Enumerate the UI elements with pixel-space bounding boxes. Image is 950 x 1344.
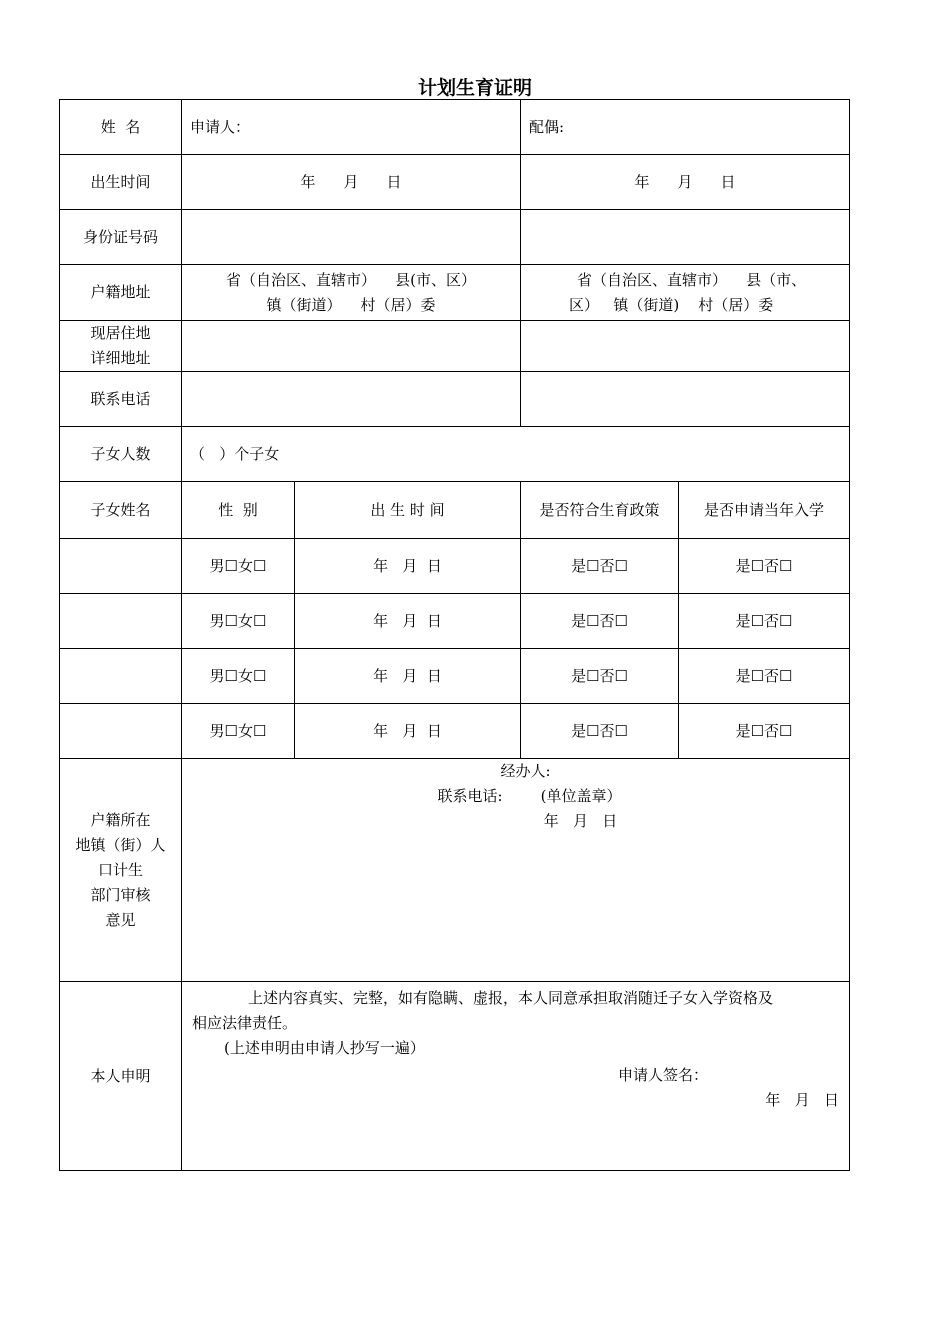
declaration-field[interactable] bbox=[182, 982, 850, 1171]
spouse-name-field[interactable] bbox=[521, 100, 850, 155]
declaration-row bbox=[60, 982, 850, 1171]
child-birth-cell[interactable]: 年 月 日 bbox=[295, 539, 521, 594]
applicant-name-field[interactable] bbox=[182, 100, 521, 155]
name-label: 姓 名 bbox=[60, 100, 182, 155]
id-label: 身份证号码 bbox=[60, 210, 182, 265]
table-row bbox=[60, 539, 850, 594]
child-birth-header: 出 生 时 间 bbox=[295, 482, 521, 539]
birth-row bbox=[60, 155, 850, 210]
spouse-household-line2: 区） 镇（街道) 村（居）委 bbox=[569, 295, 774, 314]
child-birth-cell[interactable]: 年 月 日 bbox=[295, 704, 521, 759]
applicant-household-line1: 省（自治区、直辖市） 县(市、区） bbox=[226, 270, 476, 289]
children-count-label: 子女人数 bbox=[60, 427, 182, 482]
applicant-label: 申请人： bbox=[190, 117, 251, 136]
spouse-birth-year: 年 bbox=[634, 172, 650, 191]
child-policy-header: 是否符合生育政策 bbox=[521, 482, 679, 539]
children-header-row bbox=[60, 482, 850, 539]
spouse-birth-day: 日 bbox=[720, 172, 736, 191]
children-count-field[interactable] bbox=[182, 427, 850, 482]
table-row bbox=[60, 704, 850, 759]
child-gender-checkboxes[interactable]: 男☐女☐ bbox=[182, 649, 295, 704]
review-field[interactable] bbox=[182, 759, 850, 982]
residence-label-line1: 现居住地 bbox=[90, 324, 151, 342]
child-birth-cell[interactable]: 年 月 日 bbox=[295, 594, 521, 649]
child-gender-checkboxes[interactable]: 男☐女☐ bbox=[182, 704, 295, 759]
applicant-birth-year: 年 bbox=[300, 172, 316, 191]
child-policy-checkboxes[interactable]: 是☐否☐ bbox=[521, 539, 679, 594]
declaration-date: 年 月 日 bbox=[765, 1091, 840, 1109]
child-birth-cell[interactable]: 年 月 日 bbox=[295, 649, 521, 704]
child-name-cell[interactable] bbox=[60, 539, 182, 594]
table-row bbox=[60, 649, 850, 704]
child-name-cell[interactable] bbox=[60, 649, 182, 704]
review-row bbox=[60, 759, 850, 982]
residence-row bbox=[60, 321, 850, 372]
applicant-residence-field[interactable] bbox=[182, 321, 521, 372]
review-label-line: 户籍所在 bbox=[90, 810, 151, 829]
residence-label-line2: 详细地址 bbox=[90, 349, 151, 367]
declaration-text-line2: 相应法律责任。 bbox=[192, 1014, 298, 1032]
child-name-cell[interactable] bbox=[60, 704, 182, 759]
declaration-text-line1: 上述内容真实、完整，如有隐瞒、虚报，本人同意承担取消随迁子女入学资格及 bbox=[248, 989, 774, 1007]
children-count-row bbox=[60, 427, 850, 482]
child-gender-checkboxes[interactable]: 男☐女☐ bbox=[182, 539, 295, 594]
spouse-birth-field[interactable] bbox=[521, 155, 850, 210]
table-row bbox=[60, 594, 850, 649]
phone-row bbox=[60, 372, 850, 427]
child-school-checkboxes[interactable]: 是☐否☐ bbox=[679, 594, 850, 649]
name-row bbox=[60, 100, 850, 155]
spouse-household-field[interactable] bbox=[521, 265, 850, 321]
review-phone: 联系电话: (单位盖章） bbox=[437, 787, 622, 805]
child-school-header: 是否申请当年入学 bbox=[679, 482, 850, 539]
certificate-form bbox=[59, 99, 850, 1171]
review-label-line: 口计生 bbox=[97, 860, 143, 879]
residence-label bbox=[60, 321, 182, 372]
child-school-checkboxes[interactable]: 是☐否☐ bbox=[679, 649, 850, 704]
id-row bbox=[60, 210, 850, 265]
spouse-phone-field[interactable] bbox=[521, 372, 850, 427]
applicant-id-field[interactable] bbox=[182, 210, 521, 265]
applicant-birth-day: 日 bbox=[386, 172, 402, 191]
applicant-birth-field[interactable] bbox=[182, 155, 521, 210]
spouse-birth-month: 月 bbox=[677, 172, 693, 191]
applicant-household-field[interactable] bbox=[182, 265, 521, 321]
applicant-phone-field[interactable] bbox=[182, 372, 521, 427]
child-name-cell[interactable] bbox=[60, 594, 182, 649]
spouse-id-field[interactable] bbox=[521, 210, 850, 265]
review-date: 年 月 日 bbox=[543, 812, 618, 830]
spouse-label: 配偶: bbox=[529, 117, 565, 136]
form-title: 计划生育证明 bbox=[417, 77, 532, 99]
birth-label: 出生时间 bbox=[60, 155, 182, 210]
household-label: 户籍地址 bbox=[60, 265, 182, 321]
review-label bbox=[60, 759, 182, 982]
review-handler: 经办人: bbox=[500, 762, 551, 780]
child-policy-checkboxes[interactable]: 是☐否☐ bbox=[521, 649, 679, 704]
children-count-value: （ ）个子女 bbox=[190, 444, 280, 463]
spouse-residence-field[interactable] bbox=[521, 321, 850, 372]
signature-label: 申请人签名： bbox=[618, 1066, 709, 1084]
review-label-line: 部门审核 bbox=[90, 885, 151, 904]
review-label-line: 地镇（街）人 bbox=[75, 835, 166, 854]
child-school-checkboxes[interactable]: 是☐否☐ bbox=[679, 539, 850, 594]
applicant-household-line2: 镇（街道） 村（居）委 bbox=[266, 295, 436, 314]
applicant-birth-month: 月 bbox=[343, 172, 359, 191]
declaration-note: (上述申明由申请人抄写一遍） bbox=[224, 1039, 425, 1057]
child-gender-checkboxes[interactable]: 男☐女☐ bbox=[182, 594, 295, 649]
spouse-household-line1: 省（自治区、直辖市） 县（市、 bbox=[577, 270, 807, 289]
child-policy-checkboxes[interactable]: 是☐否☐ bbox=[521, 594, 679, 649]
child-name-header: 子女姓名 bbox=[60, 482, 182, 539]
declaration-label: 本人申明 bbox=[60, 982, 182, 1171]
household-row bbox=[60, 265, 850, 321]
child-policy-checkboxes[interactable]: 是☐否☐ bbox=[521, 704, 679, 759]
child-gender-header: 性 别 bbox=[182, 482, 295, 539]
child-school-checkboxes[interactable]: 是☐否☐ bbox=[679, 704, 850, 759]
review-label-line: 意见 bbox=[105, 910, 136, 929]
phone-label: 联系电话 bbox=[60, 372, 182, 427]
